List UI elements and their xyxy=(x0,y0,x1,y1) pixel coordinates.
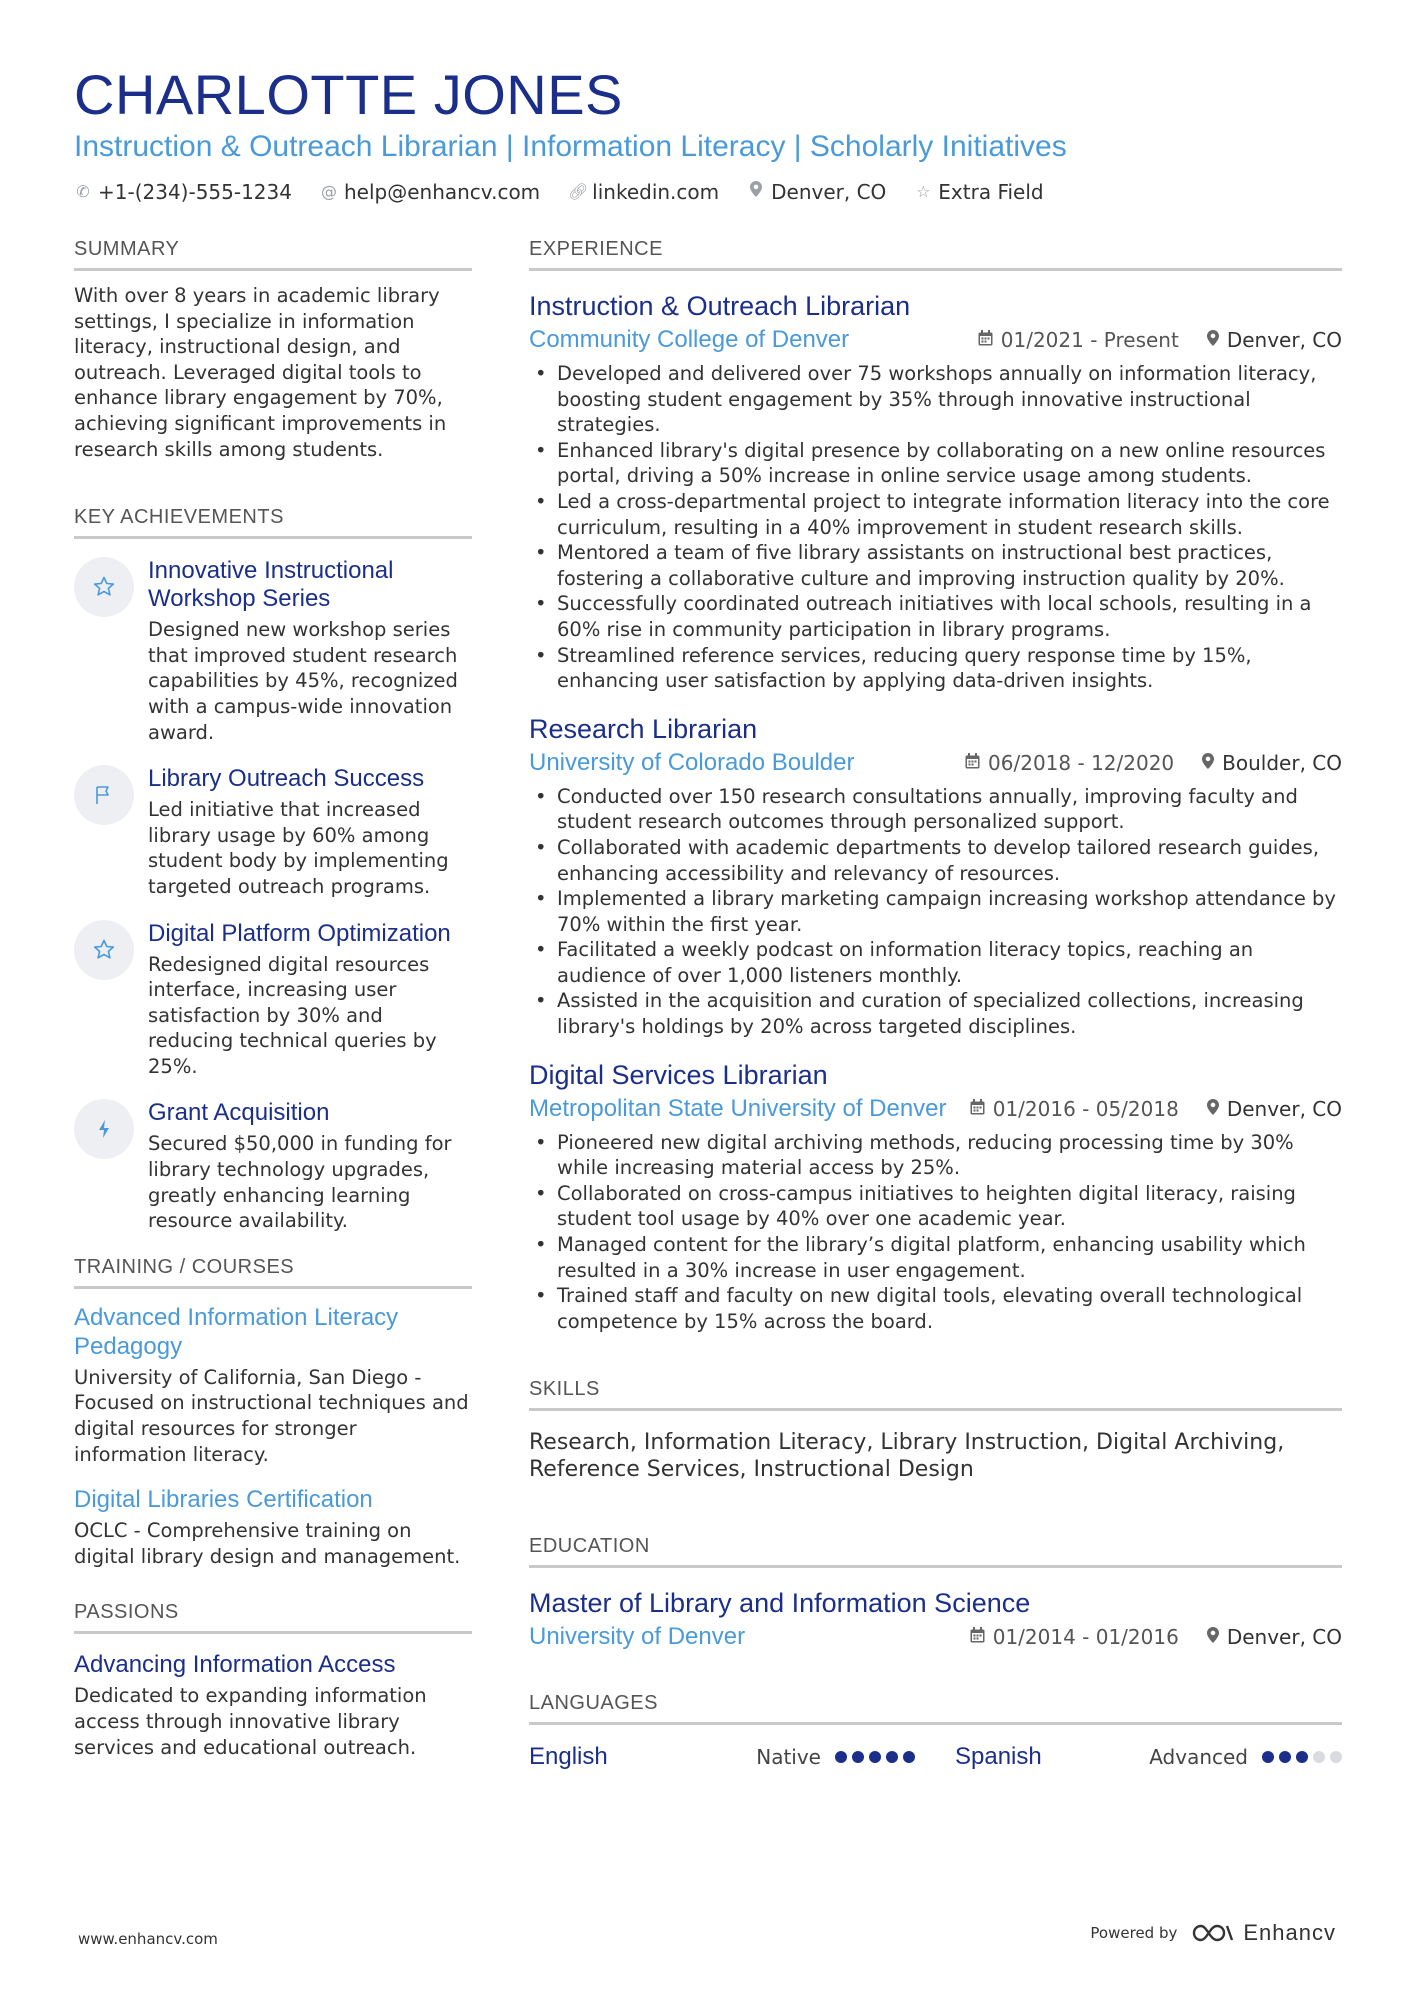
job-bullet: • Streamlined reference services, reducing query response time by 15%, enhancing user satisfaction by applying data-driven insights. xyxy=(529,643,1342,694)
experience-heading: EXPERIENCE xyxy=(529,236,1342,271)
candidate-tagline: Instruction & Outreach Librarian | Information Literacy | Scholarly Initiatives xyxy=(74,130,1067,163)
summary-heading: SUMMARY xyxy=(74,236,472,271)
education-location xyxy=(1207,1625,1342,1649)
achievement-text: Secured $50,000 in funding for library technology upgrades, greatly enhancing learning resource availability. xyxy=(148,1132,452,1233)
job-bullet: • Led a cross-departmental project to integrate information literacy into the core curriculum, resulting in a 40% improvement in student research skills. xyxy=(529,489,1342,540)
training-section xyxy=(74,1254,472,1570)
star-icon xyxy=(74,557,134,617)
job-location xyxy=(1207,328,1342,352)
summary-text: With over 8 years in academic library settings, I specialize in information literacy, instructional design, and outreach. Leveraged digital tools to enhance library engagement by 70%, achieving significant improvements in research skills among students. xyxy=(74,284,447,461)
rating-dot-filled xyxy=(869,1751,881,1763)
location-pin-icon xyxy=(1207,330,1219,350)
job-bullet: • Mentored a team of five library assistants on instructional best practices, fostering a collaborative culture and improving instruction quality by 20%. xyxy=(529,540,1342,591)
passions-heading: PASSIONS xyxy=(74,1599,472,1634)
job-dates-text: 01/2016 - 05/2018 xyxy=(992,1096,1179,1121)
contact-location xyxy=(747,178,886,206)
language-name: Spanish xyxy=(955,1743,1042,1771)
contact-extra-text: Extra Field xyxy=(938,180,1044,204)
job-dates xyxy=(965,751,1174,775)
job-bullet: • Collaborated on cross-campus initiatives to heighten digital literacy, raising student tool usage by 40% over one academic year. xyxy=(529,1181,1342,1232)
job-bullet: • Trained staff and faculty on new digital tools, elevating overall technological competence by 15% across the board. xyxy=(529,1283,1342,1334)
left-column xyxy=(74,236,472,1760)
education-dates-text: 01/2014 - 01/2016 xyxy=(992,1625,1179,1650)
education-dates xyxy=(970,1625,1179,1649)
languages-section xyxy=(529,1690,1342,1771)
footer-branding xyxy=(1090,1920,1336,1946)
course-text: OCLC - Comprehensive training on digital library design and management. xyxy=(74,1519,461,1568)
enhancv-logo-icon xyxy=(1191,1922,1235,1944)
job-bullet: • Developed and delivered over 75 workshops annually on information literacy, boosting student engagement by 35% through innovative instructional strategies. xyxy=(529,361,1342,438)
achievements-section xyxy=(74,504,472,1234)
link-icon: 🔗︎ xyxy=(568,182,589,201)
job-location xyxy=(1207,1097,1342,1121)
job-bullet: • Implemented a library marketing campaign increasing workshop attendance by 70% within the first year. xyxy=(529,886,1342,937)
job-company: University of Colorado Boulder xyxy=(529,748,855,776)
location-pin-icon xyxy=(747,178,765,206)
achievement-item xyxy=(74,765,472,899)
job-bullets xyxy=(529,784,1342,1040)
job-bullet: • Conducted over 150 research consultations annually, improving faculty and student research outcomes through personalized support. xyxy=(529,784,1342,835)
rating-dot-filled xyxy=(1279,1751,1291,1763)
contact-location-text: Denver, CO xyxy=(771,180,887,204)
rating-dot-filled xyxy=(1296,1751,1308,1763)
training-heading: TRAINING / COURSES xyxy=(74,1254,472,1289)
job-bullet: • Facilitated a weekly podcast on information literacy topics, reaching an audience of over 1,000 listeners monthly. xyxy=(529,937,1342,988)
calendar-icon xyxy=(970,1099,985,1119)
job-location-text: Denver, CO xyxy=(1226,328,1342,352)
job-bullet: • Assisted in the acquisition and curation of specialized collections, increasing library's holdings by 20% across targeted disciplines. xyxy=(529,988,1342,1039)
lightning-icon xyxy=(74,1099,134,1159)
school-name: University of Denver xyxy=(529,1623,746,1651)
job-company: Community College of Denver xyxy=(529,326,850,353)
job-location xyxy=(1202,751,1342,775)
job-title: Instruction & Outreach Librarian xyxy=(529,291,911,321)
contact-linkedin[interactable] xyxy=(568,178,719,206)
achievement-item xyxy=(74,557,472,745)
job-bullets xyxy=(529,1130,1342,1335)
rating-dot-empty xyxy=(1330,1751,1342,1763)
contact-email[interactable] xyxy=(320,178,540,206)
job-dates-text: 06/2018 - 12/2020 xyxy=(988,750,1175,775)
skills-heading: SKILLS xyxy=(529,1376,1342,1411)
achievement-text: Led initiative that increased library usage by 60% among student body by implementing targeted outreach programs. xyxy=(148,798,449,898)
calendar-icon xyxy=(970,1627,985,1647)
job-dates xyxy=(970,1097,1179,1121)
location-pin-icon xyxy=(1202,753,1214,773)
flag-icon xyxy=(74,765,134,825)
language-level: Advanced xyxy=(1149,1745,1248,1770)
resume-header xyxy=(74,62,1350,206)
education-location-text: Denver, CO xyxy=(1226,1625,1342,1650)
location-pin-icon xyxy=(1207,1099,1219,1119)
language-level: Native xyxy=(756,1745,821,1770)
contact-bar xyxy=(74,178,1350,206)
job-entry xyxy=(529,289,1342,694)
candidate-name: CHARLOTTE JONES xyxy=(74,63,623,126)
location-pin-icon xyxy=(1207,1627,1219,1647)
course-text: University of California, San Diego - Focused on instructional techniques and digital resources for stronger information literacy. xyxy=(74,1365,469,1466)
education-entry xyxy=(529,1586,1342,1652)
passion-title: Advancing Information Access xyxy=(74,1651,396,1679)
job-title: Digital Services Librarian xyxy=(529,1059,828,1090)
achievement-item xyxy=(74,1099,472,1233)
job-bullet: • Successfully coordinated outreach initiatives with local schools, resulting in a 60% rise in community participation in library programs. xyxy=(529,591,1342,642)
job-bullet: • Collaborated with academic departments to develop tailored research guides, enhancing accessibility and relevancy of resources. xyxy=(529,835,1342,886)
rating-dot-filled xyxy=(835,1751,847,1763)
job-bullet: • Managed content for the library’s digital platform, enhancing usability which resulted in a 30% increase in user engagement. xyxy=(529,1232,1342,1283)
degree-title: Master of Library and Information Science xyxy=(529,1588,1031,1619)
language-name: English xyxy=(529,1743,608,1771)
brand-name: Enhancv xyxy=(1243,1920,1336,1945)
job-bullets xyxy=(529,361,1342,694)
language-rating xyxy=(835,1751,915,1763)
calendar-icon xyxy=(965,753,980,773)
contact-linkedin-text: linkedin.com xyxy=(592,180,720,204)
experience-section xyxy=(529,236,1342,1334)
contact-extra xyxy=(914,178,1043,206)
rating-dot-empty xyxy=(1313,1751,1325,1763)
at-icon: @ xyxy=(320,182,337,201)
enhancv-logo[interactable] xyxy=(1191,1920,1336,1946)
achievement-title: Library Outreach Success xyxy=(148,765,425,793)
achievement-title: Digital Platform Optimization xyxy=(148,919,451,947)
education-section xyxy=(529,1533,1342,1652)
job-location-text: Denver, CO xyxy=(1226,1096,1342,1121)
job-dates-text: 01/2021 - Present xyxy=(1000,328,1179,352)
contact-email-text: help@enhancv.com xyxy=(343,180,541,204)
rating-dot-filled xyxy=(886,1751,898,1763)
footer-website[interactable]: www.enhancv.com xyxy=(78,1930,218,1948)
job-dates xyxy=(978,328,1179,352)
language-rating xyxy=(1262,1751,1342,1763)
course-title: Advanced Information Literacy Pedagogy xyxy=(74,1303,399,1360)
star-icon: ☆ xyxy=(916,182,931,201)
achievement-item xyxy=(74,920,472,1080)
passions-section xyxy=(74,1599,472,1760)
phone-icon: ✆ xyxy=(76,182,90,201)
passion-text: Dedicated to expanding information access through innovative library services and educational outreach. xyxy=(74,1684,427,1759)
star-icon xyxy=(74,920,134,980)
course-title: Digital Libraries Certification xyxy=(74,1486,373,1514)
achievement-title: Innovative Instructional Workshop Series xyxy=(148,557,394,613)
education-heading: EDUCATION xyxy=(529,1533,1342,1568)
job-bullet: • Enhanced library's digital presence by collaborating on a new online resources portal, driving a 50% increase in online service usage among students. xyxy=(529,438,1342,489)
contact-phone[interactable] xyxy=(74,178,292,206)
language-item xyxy=(955,1743,1342,1771)
contact-phone-text: +1-(234)-555-1234 xyxy=(98,180,292,204)
rating-dot-filled xyxy=(852,1751,864,1763)
job-company: Metropolitan State University of Denver xyxy=(529,1094,947,1122)
achievement-title: Grant Acquisition xyxy=(148,1099,330,1127)
skills-section xyxy=(529,1376,1342,1483)
language-item xyxy=(529,1743,915,1771)
course-item xyxy=(74,1485,472,1569)
summary-section xyxy=(74,236,472,462)
job-entry xyxy=(529,1058,1342,1335)
job-entry xyxy=(529,712,1342,1040)
rating-dot-filled xyxy=(1262,1751,1274,1763)
job-title: Research Librarian xyxy=(529,713,758,744)
right-column xyxy=(529,236,1342,1771)
calendar-icon xyxy=(978,330,993,350)
course-item xyxy=(74,1303,472,1467)
achievement-text: Redesigned digital resources interface, increasing user satisfaction by 30% and reducing technical queries by 25%. xyxy=(148,952,437,1078)
job-bullet: • Pioneered new digital archiving methods, reducing processing time by 30% while increasing material access by 25%. xyxy=(529,1130,1342,1181)
powered-by-text: Powered by xyxy=(1090,1924,1178,1942)
achievements-heading: KEY ACHIEVEMENTS xyxy=(74,504,472,539)
job-location-text: Boulder, CO xyxy=(1222,750,1342,775)
skills-text: Research, Information Literacy, Library Instruction, Digital Archiving, Reference Services, Instructional Design xyxy=(529,1430,1285,1483)
languages-heading: LANGUAGES xyxy=(529,1690,1342,1725)
achievement-text: Designed new workshop series that improved student research capabilities by 45%, recognized with a campus-wide innovation award. xyxy=(148,618,458,744)
rating-dot-filled xyxy=(903,1751,915,1763)
